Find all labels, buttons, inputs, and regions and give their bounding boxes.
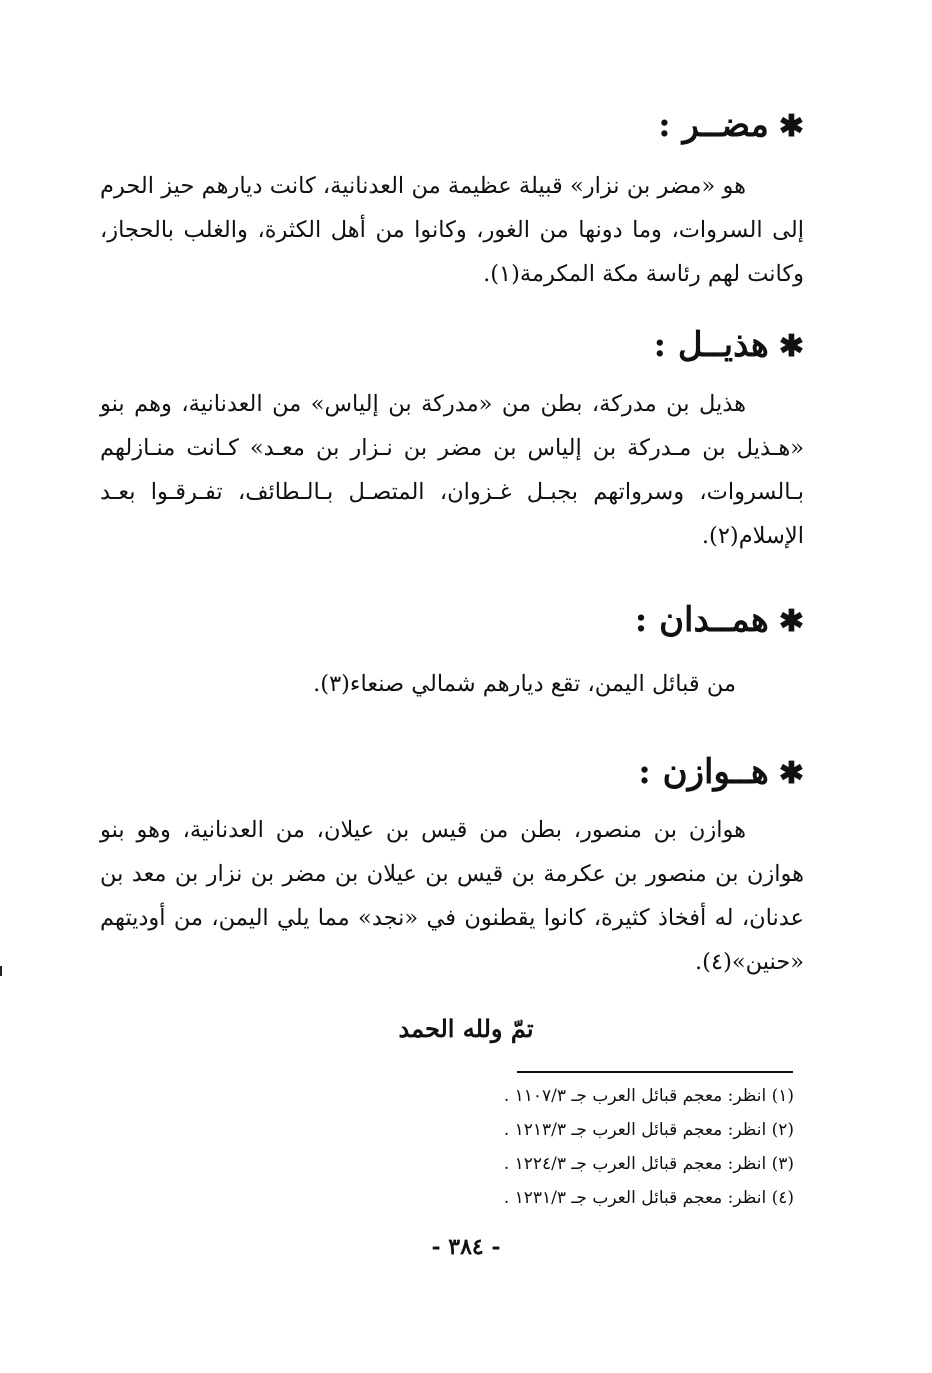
paragraph-text: هوازن بن منصور، بطن من قيس بن عيلان، من العدنانية، وهو بنو هوازن بن منصور بن عكرمة بن قيس بن عيلان بن مضر بن نزار بن معد بن عدنان، له أفخاذ كثيرة، كانوا يقطنون في «نجد» مما يلي اليمن، من أوديتهم «حنين»(٤). <box>100 817 804 975</box>
paragraph-text: من قبائل اليمن، تقع ديارهم شمالي صنعاء(٣). <box>313 671 736 697</box>
section-heading-hudhayl <box>653 325 804 365</box>
asterisk-icon: ✱ <box>778 329 804 364</box>
heading-text: هــوازن : <box>638 752 769 792</box>
paragraph-text: هو «مضر بن نزار» قبيلة عظيمة من العدنانية، كانت ديارهم حيز الحرم إلى السروات، وما دونها من الغور، وكانوا من أهل الكثرة، والغلب بالحجاز، وكانت لهم رئاسة مكة المكرمة(١). <box>100 173 804 287</box>
asterisk-icon: ✱ <box>778 756 804 791</box>
footnote-divider <box>517 1071 793 1073</box>
section-heading-mudar <box>658 105 804 145</box>
section-paragraph-hudhayl <box>100 382 804 558</box>
section-heading-hawazin <box>638 752 804 792</box>
paragraph-text: هذيل بن مدركة، بطن من «مدركة بن إلياس» من العدنانية، وهم بنو «هـذيل بن مـدركة بن إلياس بن مضر بن نـزار بن معـد» كـانت منـازلهم بـالسروات، وسرواتهم بجبـل غـزوان، المتصـل بـالـطائف، تفـرقـوا بعـد الإسلام(٢). <box>100 391 804 549</box>
heading-text: مضــر : <box>658 105 769 145</box>
footnote-2: (٢) انظر: معجم قبائل العرب جـ ١٢١٣/٣ . <box>503 1120 794 1140</box>
page-number: - ٣٨٤ - <box>431 1234 501 1260</box>
footnotes <box>504 1079 794 1215</box>
footnote-1: (١) انظر: معجم قبائل العرب جـ ١١٠٧/٣ . <box>503 1086 794 1106</box>
asterisk-icon: ✱ <box>778 604 804 639</box>
scan-edge-mark <box>0 966 2 976</box>
asterisk-icon: ✱ <box>778 109 804 144</box>
heading-text: همــدان : <box>634 600 769 640</box>
section-paragraph-mudar <box>100 164 804 296</box>
section-paragraph-hamdan <box>100 662 736 706</box>
section-paragraph-hawazin <box>100 808 804 984</box>
closing-text: تمّ ولله الحمد <box>398 1014 534 1043</box>
footnote-4: (٤) انظر: معجم قبائل العرب جـ ١٢٣١/٣ . <box>503 1188 794 1208</box>
heading-text: هذيــل : <box>653 325 769 365</box>
footnote-3: (٣) انظر: معجم قبائل العرب جـ ١٢٢٤/٣ . <box>503 1154 794 1174</box>
section-heading-hamdan <box>634 600 804 640</box>
